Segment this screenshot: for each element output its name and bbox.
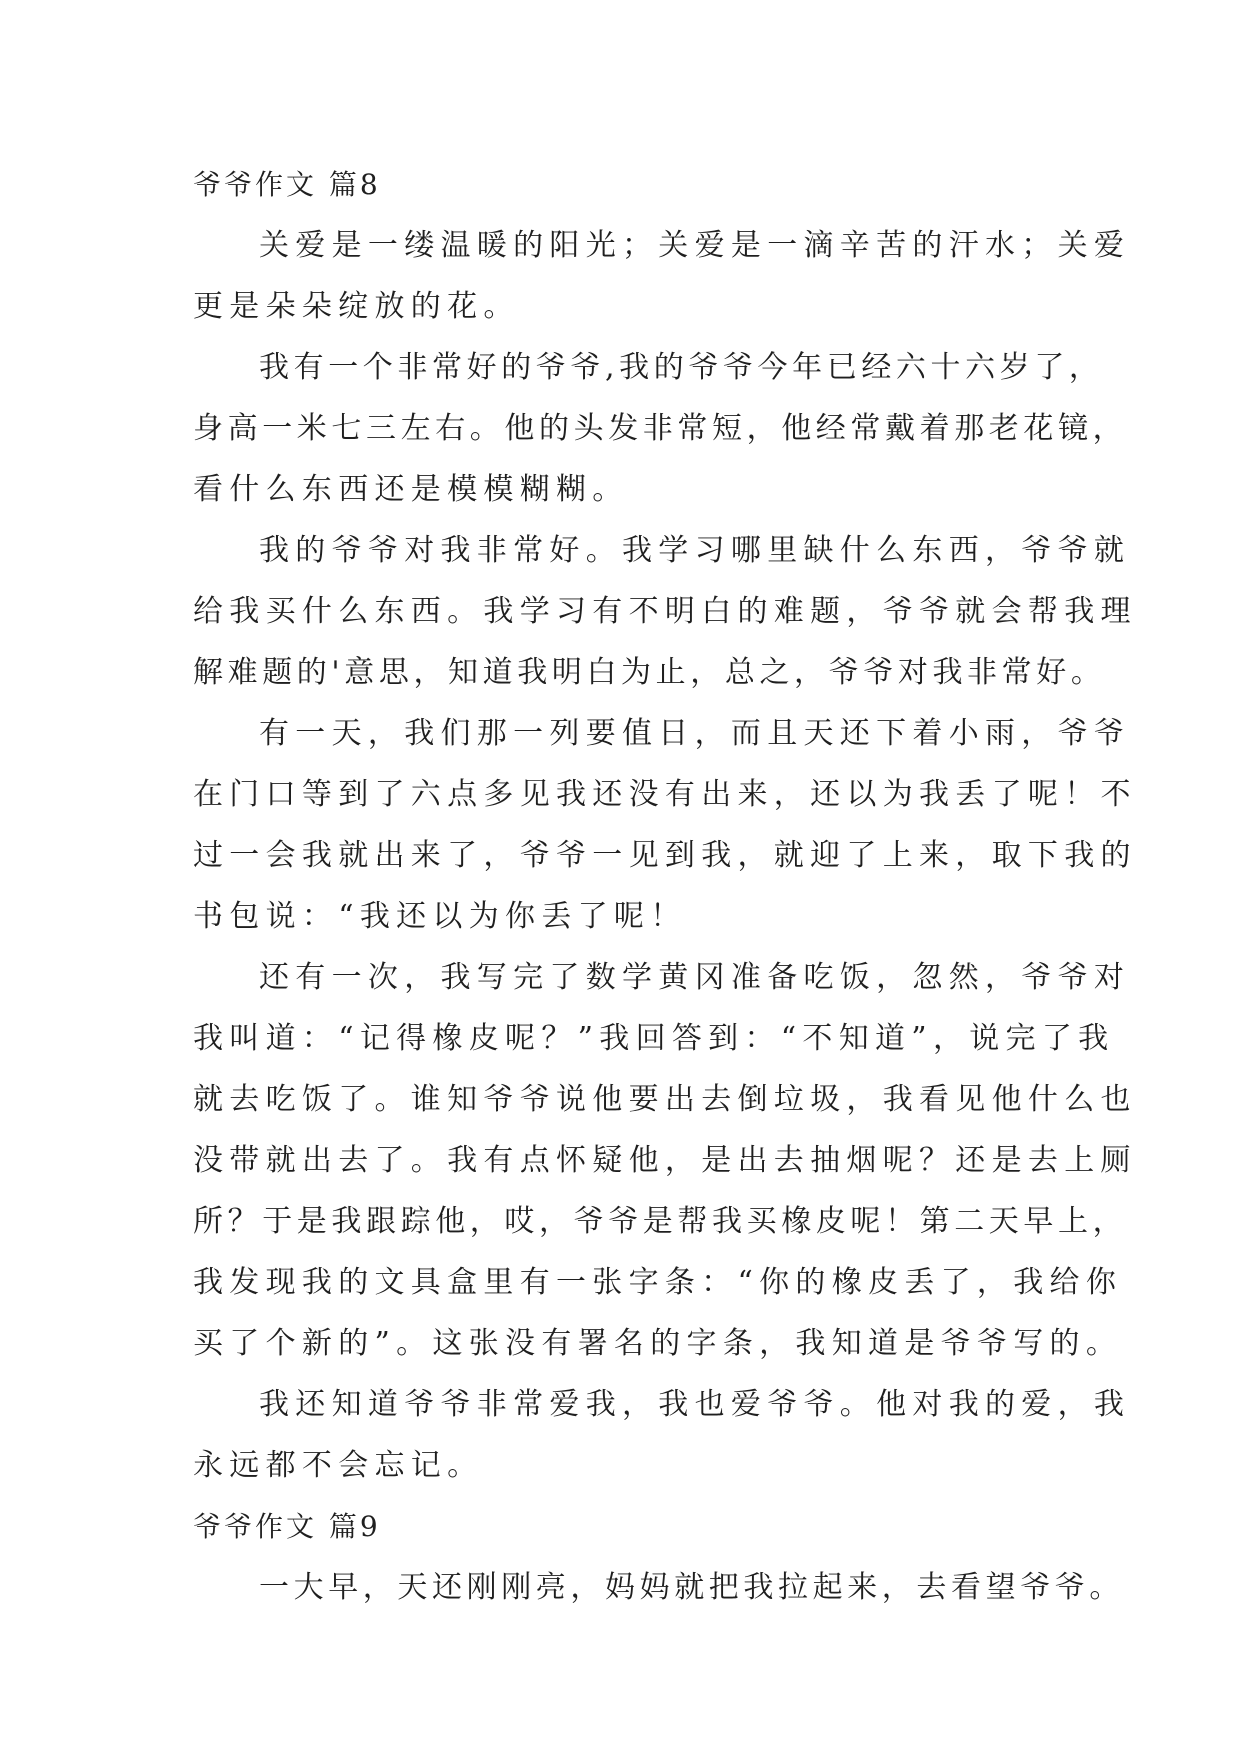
paragraph: [193, 226, 1131, 327]
paragraph-line: 我的爷爷对我非常好。我学习哪里缺什么东西，爷爷就: [259, 533, 1131, 568]
paragraph-line: 给我买什么东西。我学习有不明白的难题，爷爷就会帮我理: [193, 594, 1137, 629]
paragraph-line: 书包说：“我还以为你丢了呢！: [193, 899, 687, 934]
paragraph: [193, 714, 1137, 937]
paragraph-line: 一大早，天还刚刚亮，妈妈就把我拉起来，去看望爷爷。: [259, 1570, 1124, 1605]
section-heading: 爷爷作文 篇8: [193, 168, 381, 201]
paragraph-line: 在门口等到了六点多见我还没有出来，还以为我丢了呢！不: [193, 777, 1137, 812]
paragraph-line: 还有一次，我写完了数学黄冈准备吃饭，忽然，爷爷对: [259, 960, 1131, 995]
paragraph-line: 有一天，我们那一列要值日，而且天还下着小雨，爷爷: [259, 716, 1131, 751]
section-heading: 爷爷作文 篇9: [193, 1510, 381, 1543]
paragraph-line: 身高一米七三左右。他的头发非常短，他经常戴着那老花镜，: [193, 411, 1128, 446]
paragraph-line: 关爱是一缕温暖的阳光；关爱是一滴辛苦的汗水；关爱: [259, 228, 1131, 263]
paragraph-line: 没带就出去了。我有点怀疑他，是出去抽烟呢？还是去上厕: [193, 1143, 1137, 1178]
paragraph-line: 看什么东西还是模模糊糊。: [193, 472, 629, 507]
paragraph-line: 我叫道：“记得橡皮呢？”我回答到：“不知道”，说完了我: [193, 1021, 1115, 1056]
paragraph: [193, 348, 1128, 510]
document-content: [193, 165, 1137, 1629]
paragraph: [193, 958, 1137, 1364]
paragraph-line: 就去吃饭了。谁知爷爷说他要出去倒垃圾，我看见他什么也: [193, 1082, 1137, 1117]
paragraph-line: 解难题的'意思，知道我明白为止，总之，爷爷对我非常好。: [193, 655, 1106, 690]
paragraph-line: 所？于是我跟踪他，哎，爷爷是帮我买橡皮呢！第二天早上，: [193, 1204, 1128, 1239]
paragraph-line: 我有一个非常好的爷爷,我的爷爷今年已经六十六岁了，: [259, 350, 1104, 385]
paragraph-line: 永远都不会忘记。: [193, 1448, 484, 1483]
paragraph: [193, 531, 1137, 693]
paragraph-line: 过一会我就出来了，爷爷一见到我，就迎了上来，取下我的: [193, 838, 1137, 873]
paragraph-line: 我还知道爷爷非常爱我，我也爱爷爷。他对我的爱，我: [259, 1387, 1131, 1422]
paragraph-line: 买了个新的”。这张没有署名的字条，我知道是爷爷写的。: [193, 1326, 1123, 1361]
paragraph-line: 我发现我的文具盒里有一张字条：“你的橡皮丢了，我给你: [193, 1265, 1123, 1300]
paragraph: [193, 1568, 1124, 1608]
paragraph-line: 更是朵朵绽放的花。: [193, 289, 520, 324]
paragraph: [193, 1385, 1131, 1486]
